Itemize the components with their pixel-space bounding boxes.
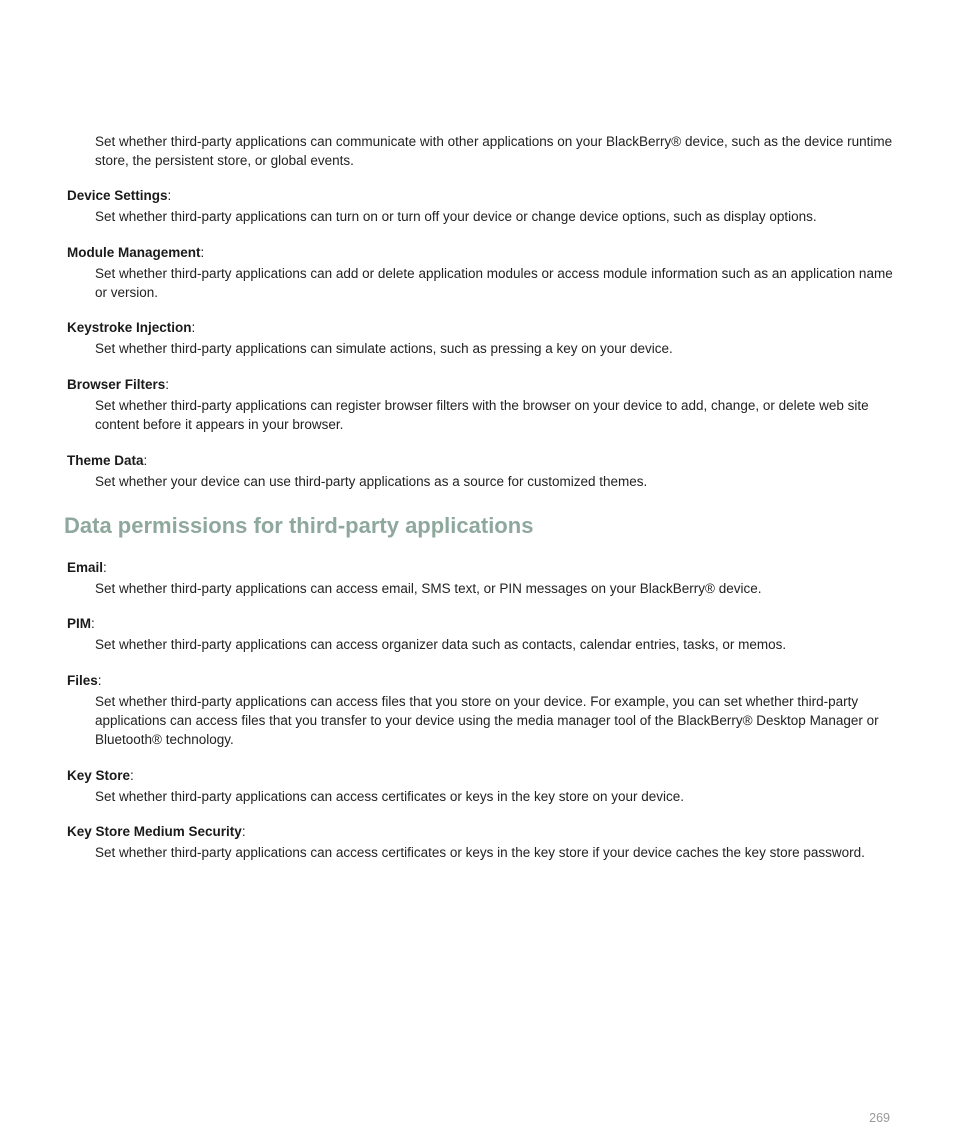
term-label: Files bbox=[67, 673, 98, 688]
term-colon: : bbox=[241, 824, 246, 839]
term-colon: : bbox=[200, 245, 205, 260]
term-colon: : bbox=[143, 453, 148, 468]
term-label: Device Settings bbox=[67, 188, 168, 203]
definition-theme-data bbox=[67, 452, 897, 491]
definition-files bbox=[67, 672, 897, 749]
definition-pim bbox=[67, 615, 897, 654]
definition-description: Set whether third-party applications can access organizer data such as contacts, calendar entries, tasks, or memos. bbox=[95, 637, 787, 652]
section-heading: Data permissions for third-party applications bbox=[64, 513, 534, 538]
definition-term bbox=[67, 823, 897, 841]
page-number: 269 bbox=[869, 1111, 890, 1125]
definition-term bbox=[67, 244, 897, 262]
term-label: Key Store bbox=[67, 768, 131, 783]
definition-description: Set whether third-party applications can simulate actions, such as pressing a key on your device. bbox=[95, 341, 673, 356]
definition-term bbox=[67, 767, 897, 785]
definition-term bbox=[67, 672, 897, 690]
definition-key-store bbox=[67, 767, 897, 806]
term-colon: : bbox=[130, 768, 134, 783]
definition-description: Set whether your device can use third-party applications as a source for customized themes. bbox=[95, 474, 648, 489]
definition-term bbox=[67, 319, 897, 337]
definition-term bbox=[67, 615, 897, 633]
term-label: Email bbox=[67, 560, 104, 575]
definition-description: Set whether third-party applications can add or delete application modules or access module information such as an application name or version. bbox=[95, 266, 893, 300]
definition-module-management bbox=[67, 244, 897, 302]
definition-description: Set whether third-party applications can access email, SMS text, or PIN messages on your BlackBerry® device. bbox=[95, 581, 762, 596]
definition-description: Set whether third-party applications can access files that you store on your device. For example, you can set whether third-party applications can access files that you transfer to your device using the media manager tool of the BlackBerry® Desktop Manager or Bluetooth® technology. bbox=[95, 694, 879, 747]
term-colon: : bbox=[91, 616, 95, 631]
definition-keystroke-injection bbox=[67, 319, 897, 358]
term-colon: : bbox=[97, 673, 102, 688]
definition-device-settings bbox=[67, 187, 897, 226]
term-label: PIM bbox=[67, 616, 92, 631]
definition-term bbox=[67, 376, 897, 394]
definition-term bbox=[67, 187, 897, 205]
term-label: Key Store Medium Security bbox=[67, 824, 242, 839]
term-label: Browser Filters bbox=[67, 377, 166, 392]
definition-description: Set whether third-party applications can access certificates or keys in the key store on your device. bbox=[95, 789, 685, 804]
definition-key-store-medium-security bbox=[67, 823, 897, 862]
definition-description: Set whether third-party applications can register browser filters with the browser on your device to add, change, or delete web site content before it appears in your browser. bbox=[95, 398, 869, 432]
definition-browser-filters bbox=[67, 376, 897, 434]
term-label: Theme Data bbox=[67, 453, 144, 468]
term-colon: : bbox=[191, 320, 196, 335]
term-colon: : bbox=[165, 377, 170, 392]
definition-term bbox=[67, 452, 897, 470]
term-colon: : bbox=[167, 188, 172, 203]
term-colon: : bbox=[103, 560, 107, 575]
definition-description: Set whether third-party applications can turn on or turn off your device or change device options, such as display options. bbox=[95, 209, 817, 224]
term-label: Module Management bbox=[67, 245, 201, 260]
definition-term bbox=[67, 559, 897, 577]
intro-paragraph: Set whether third-party applications can communicate with other applications on your BlackBerry® device, such as the device runtime store, the persistent store, or global events. bbox=[95, 134, 893, 168]
definition-description: Set whether third-party applications can access certificates or keys in the key store if your device caches the key store password. bbox=[95, 845, 865, 860]
definition-email bbox=[67, 559, 897, 598]
term-label: Keystroke Injection bbox=[67, 320, 192, 335]
